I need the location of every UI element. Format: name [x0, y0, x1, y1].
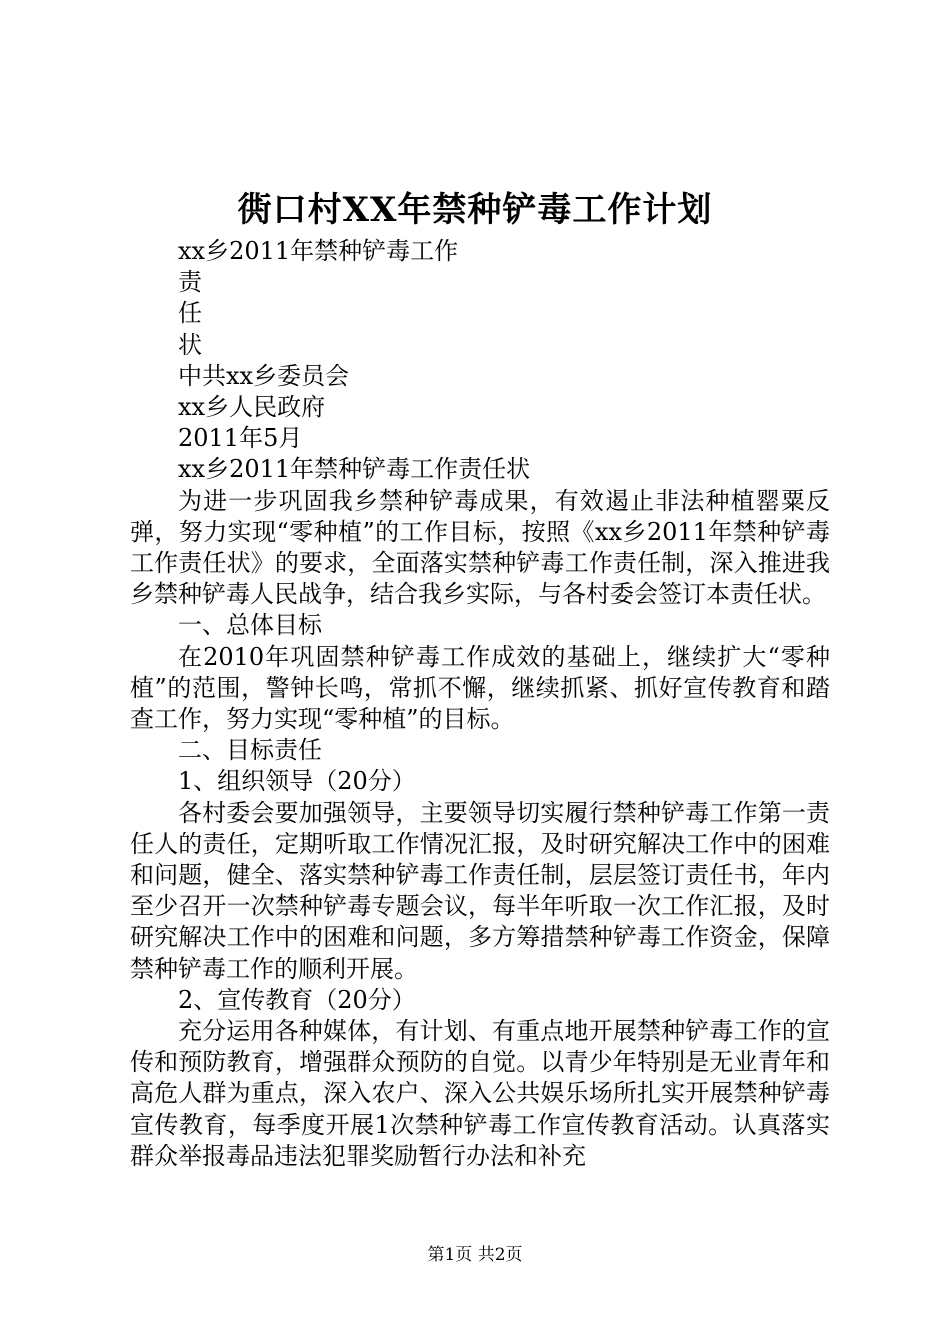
- section-heading: 二、目标责任: [178, 736, 322, 765]
- document-body: [130, 236, 830, 1172]
- cover-char: 责: [178, 268, 202, 297]
- item-paragraph: 充分运用各种媒体，有计划、有重点地开展禁种铲毒工作的宣传和预防教育，增强群众预防的自觉。以青少年特别是无业青年和高危人群为重点，深入农户、深入公共娱乐场所扎实开展禁种铲毒宣传教育，每季度开展1次禁种铲毒工作宣传教育活动。认真落实群众举报毒品违法犯罪奖励暂行办法和补充: [130, 1017, 830, 1170]
- cover-org: 中共xx乡委员会: [178, 361, 350, 390]
- document-title: 衖口村XX年禁种铲毒工作计划: [237, 190, 713, 230]
- section-paragraph: 在2010年巩固禁种铲毒工作成效的基础上，继续扩大“零种植”的范围，警钟长鸣，常抓不懈，继续抓紧、抓好宣传教育和踏查工作，努力实现“零种植”的目标。: [130, 642, 830, 734]
- cover-heading: xx乡2011年禁种铲毒工作责任状: [178, 455, 531, 484]
- cover-org: xx乡人民政府: [178, 393, 326, 422]
- intro-paragraph: 为进一步巩固我乡禁种铲毒成果，有效遏止非法种植罂粟反弹，努力实现“零种植”的工作目标，按照《xx乡2011年禁种铲毒工作责任状》的要求，全面落实禁种铲毒工作责任制，深入推进我乡禁种铲毒人民战争，结合我乡实际，与各村委会签订本责任状。: [130, 486, 830, 609]
- cover-char: 任: [178, 299, 202, 328]
- cover-char: 状: [178, 330, 202, 359]
- cover-line: xx乡2011年禁种铲毒工作: [178, 237, 459, 265]
- section-heading: 一、总体目标: [178, 611, 322, 640]
- item-heading: 1、组织领导（20分）: [178, 767, 416, 796]
- cover-date: 2011年5月: [178, 424, 303, 453]
- item-paragraph: 各村委会要加强领导，主要领导切实履行禁种铲毒工作第一责任人的责任，定期听取工作情况汇报，及时研究解决工作中的困难和问题，健全、落实禁种铲毒工作责任制，层层签订责任书，年内至少召开一次禁种铲毒专题会议，每半年听取一次工作汇报，及时研究解决工作中的困难和问题，多方筹措禁种铲毒工作资金，保障禁种铲毒工作的顺利开展。: [130, 798, 830, 983]
- item-heading: 2、宣传教育（20分）: [178, 985, 416, 1014]
- page-footer: 第1页 共2页: [427, 1245, 523, 1265]
